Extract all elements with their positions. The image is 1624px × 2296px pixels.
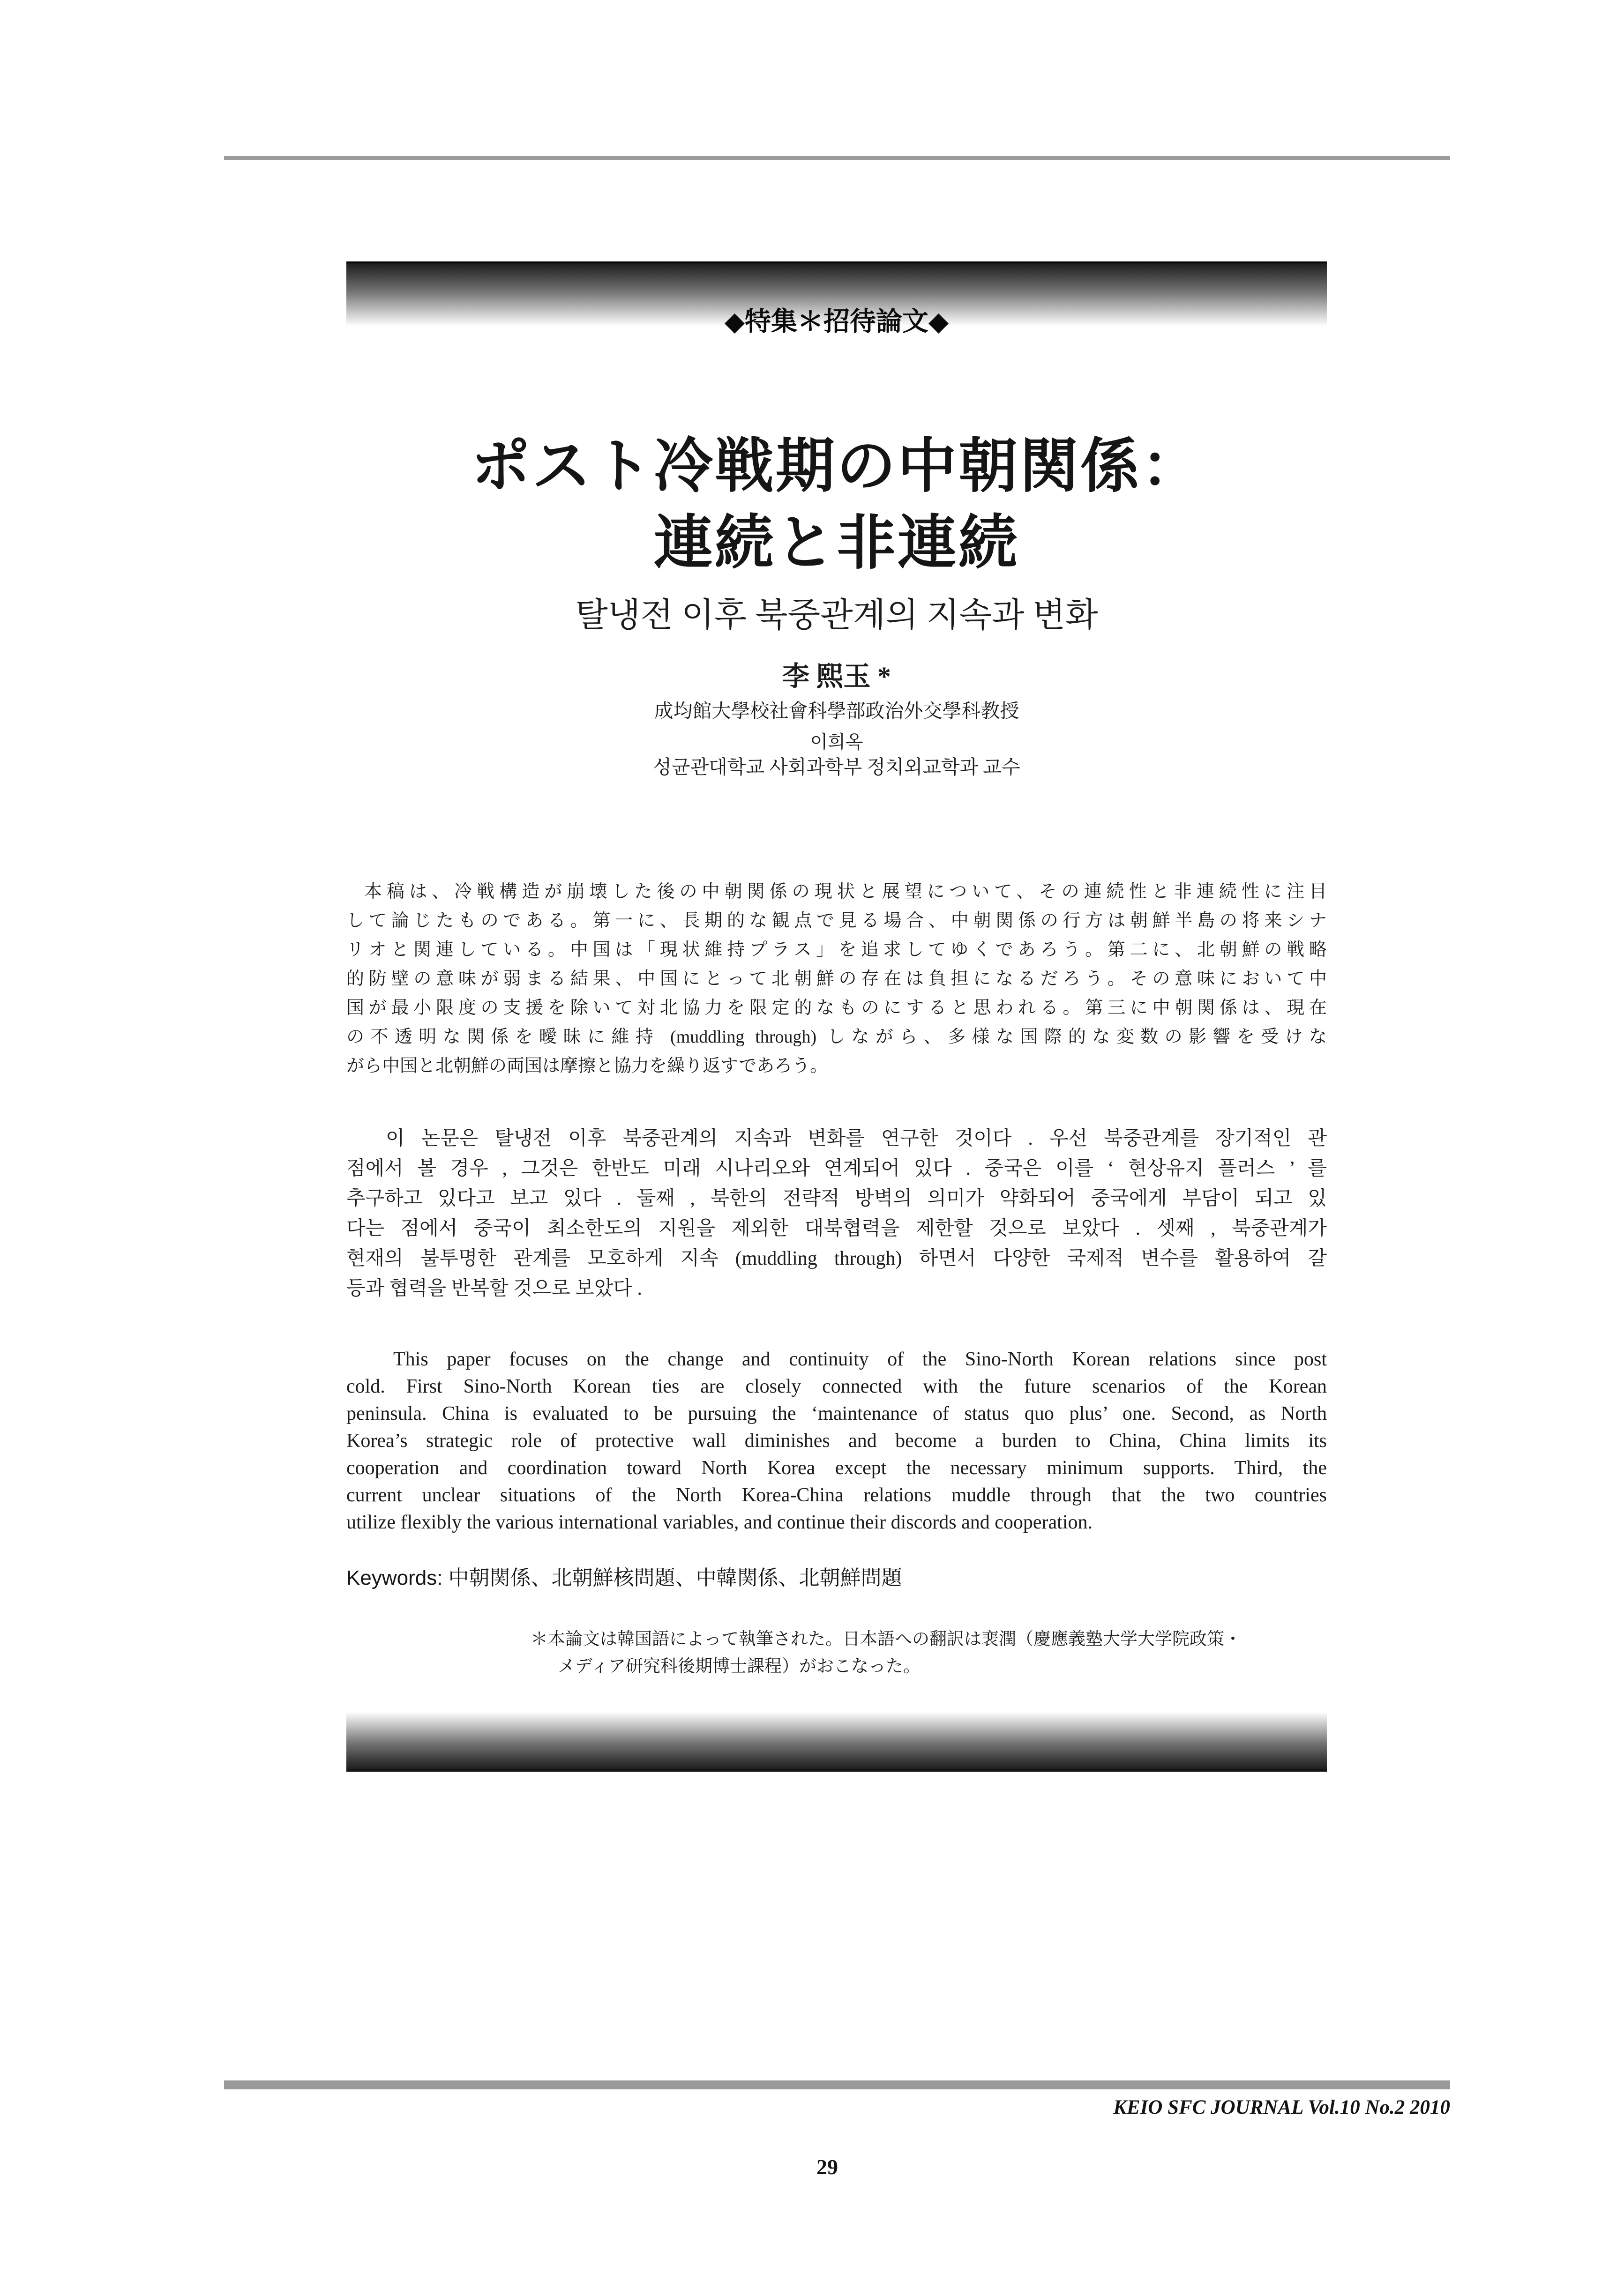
abstract-ja-line: 的防壁の意味が弱まる結果、中国にとって北朝鮮の存在は負担になるだろう。その意味において中: [346, 969, 1327, 989]
abstract-ja-line: の不透明な関係を曖昧に維持 (muddling through) しながら、多様な国際的な変数の影響を受けな: [346, 1027, 1327, 1047]
bottom-gradient-band: [346, 1709, 1327, 1772]
abstract-ko-line: 이 논문은 탈냉전 이후 북중관계의 지속과 변화를 연구한 것이다 . 우선 북중관계를 장기적인 관: [386, 1128, 1327, 1149]
abstract-ko-line: 다는 점에서 중국이 최소한도의 지원을 제외한 대북협력을 제한할 것으로 보았다 . 셋째 , 북중관계가: [346, 1218, 1327, 1239]
author-affiliation-cjk: 成均館大學校社會科學部政治外交學科教授: [654, 700, 1019, 722]
author-affiliation-korean: 성균관대학교 사회과학부 정치외교학과 교수: [653, 756, 1020, 778]
footer-rule: [224, 2080, 1450, 2089]
abstract-en-line: cooperation and coordination toward North Korea except the necessary minimum supports. Third, the: [346, 1457, 1327, 1479]
banner-label: ◆特集＊招待論文◆: [724, 306, 949, 336]
article-subtitle-korean: 탈냉전 이후 북중관계의 지속과 변화: [575, 596, 1098, 634]
special-feature-banner: [346, 261, 1327, 336]
abstract-en-line: This paper focuses on the change and continuity of the Sino-North Korean relations since post: [393, 1349, 1327, 1370]
abstract-en-line: utilize flexibly the various international variables, and continue their discords and cooperation.: [346, 1512, 1093, 1533]
abstract-ko-line: 현재의 불투명한 관계를 모호하게 지속 (muddling through) 하면서 다양한 국제적 변수를 활용하여 갈: [346, 1248, 1327, 1269]
keywords-label: Keywords:: [346, 1566, 443, 1589]
abstract-en-line: cold. First Sino-North Korean ties are closely connected with the future scenarios of the Korean: [346, 1376, 1327, 1397]
author-name: 李 熙玉 *: [782, 661, 891, 692]
article-title: [346, 429, 1327, 582]
abstract-japanese: [346, 877, 1327, 1081]
abstract-ko-line: 등과 협력을 반복할 것으로 보았다 .: [346, 1278, 643, 1299]
abstract-en-line: current unclear situations of the North Korea-China relations muddle through that the two countries: [346, 1484, 1327, 1506]
page-number: 29: [816, 2155, 838, 2179]
abstract-ja-line: 本稿は、冷戦構造が崩壊した後の中朝関係の現状と展望について、その連続性と非連続性に注目: [364, 882, 1327, 902]
abstract-english: [346, 1346, 1327, 1536]
abstract-korean: [346, 1124, 1327, 1304]
abstract-ja-line: して論じたものである。第一に、長期的な観点で見る場合、中朝関係の行方は朝鮮半島の将来シナ: [346, 911, 1327, 931]
abstract-ja-line: がら中国と北朝鮮の両国は摩擦と協力を繰り返すであろう。: [346, 1056, 828, 1076]
journal-footer-text: KEIO SFC JOURNAL Vol.10 No.2 2010: [1113, 2096, 1450, 2118]
footnote-line: メディア研究科後期博士課程）がおこなった。: [558, 1657, 921, 1676]
keywords-line: [346, 1565, 1327, 1591]
top-rule: [224, 156, 1450, 160]
abstract-en-line: Korea’s strategic role of protective wall diminishes and become a burden to China, China limits its: [346, 1430, 1327, 1452]
abstract-en-line: peninsula. China is evaluated to be pursuing the ‘maintenance of status quo plus’ one. Second, as North: [346, 1403, 1327, 1424]
footnote-line: ＊本論文は韓国語によって執筆された。日本語への翻訳は裵潤（慶應義塾大学大学院政策・: [531, 1630, 1242, 1649]
abstract-ko-line: 추구하고 있다고 보고 있다 . 둘째 , 북한의 전략적 방벽의 의미가 약화되어 중국에게 부담이 되고 있: [346, 1188, 1327, 1209]
author-name-korean: 이희옥: [810, 732, 863, 753]
article-title-line2: 連続と非連続: [654, 511, 1019, 576]
abstract-ja-line: リオと関連している。中国は「現状維持プラス」を追求してゆくであろう。第二に、北朝鮮の戦略: [346, 940, 1327, 960]
abstract-ja-line: 国が最小限度の支援を除いて対北協力を限定的なものにすると思われる。第三に中朝関係は、現在: [346, 998, 1327, 1018]
author-footnote: [531, 1626, 1355, 1680]
article-title-line1: ポスト冷戦期の中朝関係：: [471, 434, 1202, 499]
keywords-text: 中朝関係、北朝鮮核問題、中韓関係、北朝鮮問題: [448, 1566, 902, 1589]
abstract-ko-line: 점에서 볼 경우 , 그것은 한반도 미래 시나리오와 연계되어 있다 . 중국은 이를 ‘ 현상유지 플러스 ’ 를: [346, 1158, 1327, 1179]
